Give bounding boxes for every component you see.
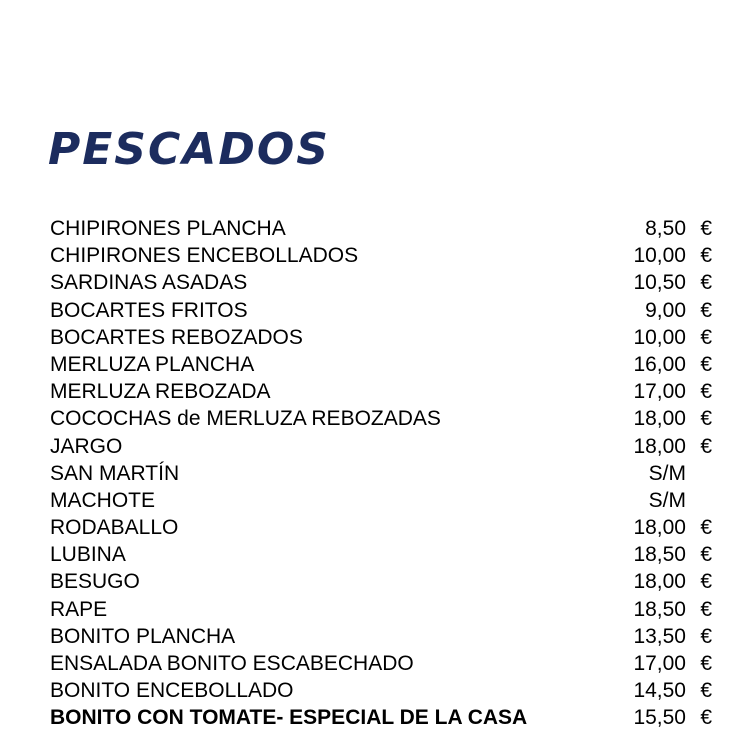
menu-item-currency: € bbox=[700, 380, 712, 404]
menu-item-price: 14,50 bbox=[633, 679, 686, 703]
menu-item-name: LUBINA bbox=[50, 543, 126, 567]
menu-item-price: 18,00 bbox=[633, 570, 686, 594]
menu-item-currency: € bbox=[700, 516, 712, 540]
menu-item-currency: € bbox=[700, 271, 712, 295]
menu-item bbox=[50, 650, 720, 677]
menu-list bbox=[50, 215, 720, 732]
menu-item-name: SARDINAS ASADAS bbox=[50, 271, 248, 295]
menu-item-price: 18,00 bbox=[633, 516, 686, 540]
menu-item-name: MERLUZA REBOZADA bbox=[50, 380, 271, 404]
menu-item-currency: € bbox=[700, 652, 712, 675]
menu-item-currency: € bbox=[700, 679, 712, 703]
menu-item-price: 10,00 bbox=[633, 244, 686, 268]
menu-item-price: S/M bbox=[648, 461, 686, 485]
menu-item-price: 10,00 bbox=[633, 325, 686, 349]
menu-item-price: 8,50 bbox=[645, 217, 686, 240]
menu-item bbox=[50, 596, 720, 623]
menu-item-currency: € bbox=[700, 244, 712, 268]
menu-item-name: MACHOTE bbox=[50, 488, 155, 512]
menu-item-name: BOCARTES REBOZADOS bbox=[50, 325, 303, 349]
menu-item-name: BOCARTES FRITOS bbox=[50, 298, 248, 322]
menu-item-price: 18,50 bbox=[633, 543, 686, 567]
menu-item bbox=[50, 487, 720, 514]
menu-item-currency: € bbox=[700, 434, 712, 458]
menu-item-name: RAPE bbox=[50, 597, 108, 621]
menu-item-price: 18,00 bbox=[633, 434, 686, 458]
menu-item-name: CHIPIRONES PLANCHA bbox=[50, 217, 286, 240]
menu-item-name: COCOCHAS de MERLUZA REBOZADAS bbox=[50, 407, 441, 431]
menu-item bbox=[50, 623, 720, 650]
menu-item-price: 18,00 bbox=[633, 407, 686, 431]
menu-item-name: MERLUZA PLANCHA bbox=[50, 352, 255, 376]
menu-item-currency: € bbox=[700, 217, 712, 240]
menu-item bbox=[50, 297, 720, 324]
menu-item bbox=[50, 324, 720, 351]
menu-item bbox=[50, 215, 720, 242]
menu-item-currency: € bbox=[700, 543, 712, 567]
menu-item-price: 13,50 bbox=[633, 624, 686, 648]
menu-item-name: JARGO bbox=[50, 434, 123, 458]
menu-item-currency: € bbox=[700, 624, 712, 648]
menu-item-name: BONITO ENCEBOLLADO bbox=[50, 679, 294, 703]
menu-item bbox=[50, 351, 720, 378]
menu-item-currency: € bbox=[700, 706, 712, 730]
menu-item-price: 17,00 bbox=[633, 380, 686, 404]
menu-item bbox=[50, 378, 720, 405]
menu-item-price: 17,00 bbox=[633, 652, 686, 675]
menu-item bbox=[50, 433, 720, 460]
menu-item bbox=[50, 541, 720, 568]
menu-item bbox=[50, 704, 720, 731]
menu-item-currency: € bbox=[700, 407, 712, 431]
menu-item bbox=[50, 405, 720, 432]
menu-item-name: BONITO PLANCHA bbox=[50, 624, 236, 648]
menu-item-price: 18,50 bbox=[633, 597, 686, 621]
section-title: PESCADOS bbox=[48, 124, 330, 175]
menu-item bbox=[50, 514, 720, 541]
menu-item bbox=[50, 242, 720, 269]
menu-item-price: 10,50 bbox=[633, 271, 686, 295]
menu-item-name: CHIPIRONES ENCEBOLLADOS bbox=[50, 244, 359, 268]
menu-item bbox=[50, 269, 720, 296]
menu-item-name: ENSALADA BONITO ESCABECHADO bbox=[50, 652, 414, 675]
menu-item-name: BESUGO bbox=[50, 570, 140, 594]
menu-item-name: RODABALLO bbox=[50, 516, 179, 540]
menu-item-currency: € bbox=[700, 325, 712, 349]
menu-item-name: BONITO CON TOMATE- ESPECIAL DE LA CASA bbox=[50, 706, 528, 730]
menu-item bbox=[50, 460, 720, 487]
menu-item-price: 16,00 bbox=[633, 352, 686, 376]
menu-item-currency: € bbox=[700, 298, 712, 322]
menu-item-name: SAN MARTÍN bbox=[50, 461, 180, 485]
menu-item-currency: € bbox=[700, 597, 712, 621]
menu-item-price: 15,50 bbox=[633, 706, 686, 730]
menu-item-price: S/M bbox=[648, 488, 686, 512]
menu-item bbox=[50, 568, 720, 595]
menu-item-price: 9,00 bbox=[645, 298, 686, 322]
menu-item bbox=[50, 677, 720, 704]
menu-item-currency: € bbox=[700, 570, 712, 594]
menu-item-currency: € bbox=[700, 352, 712, 376]
